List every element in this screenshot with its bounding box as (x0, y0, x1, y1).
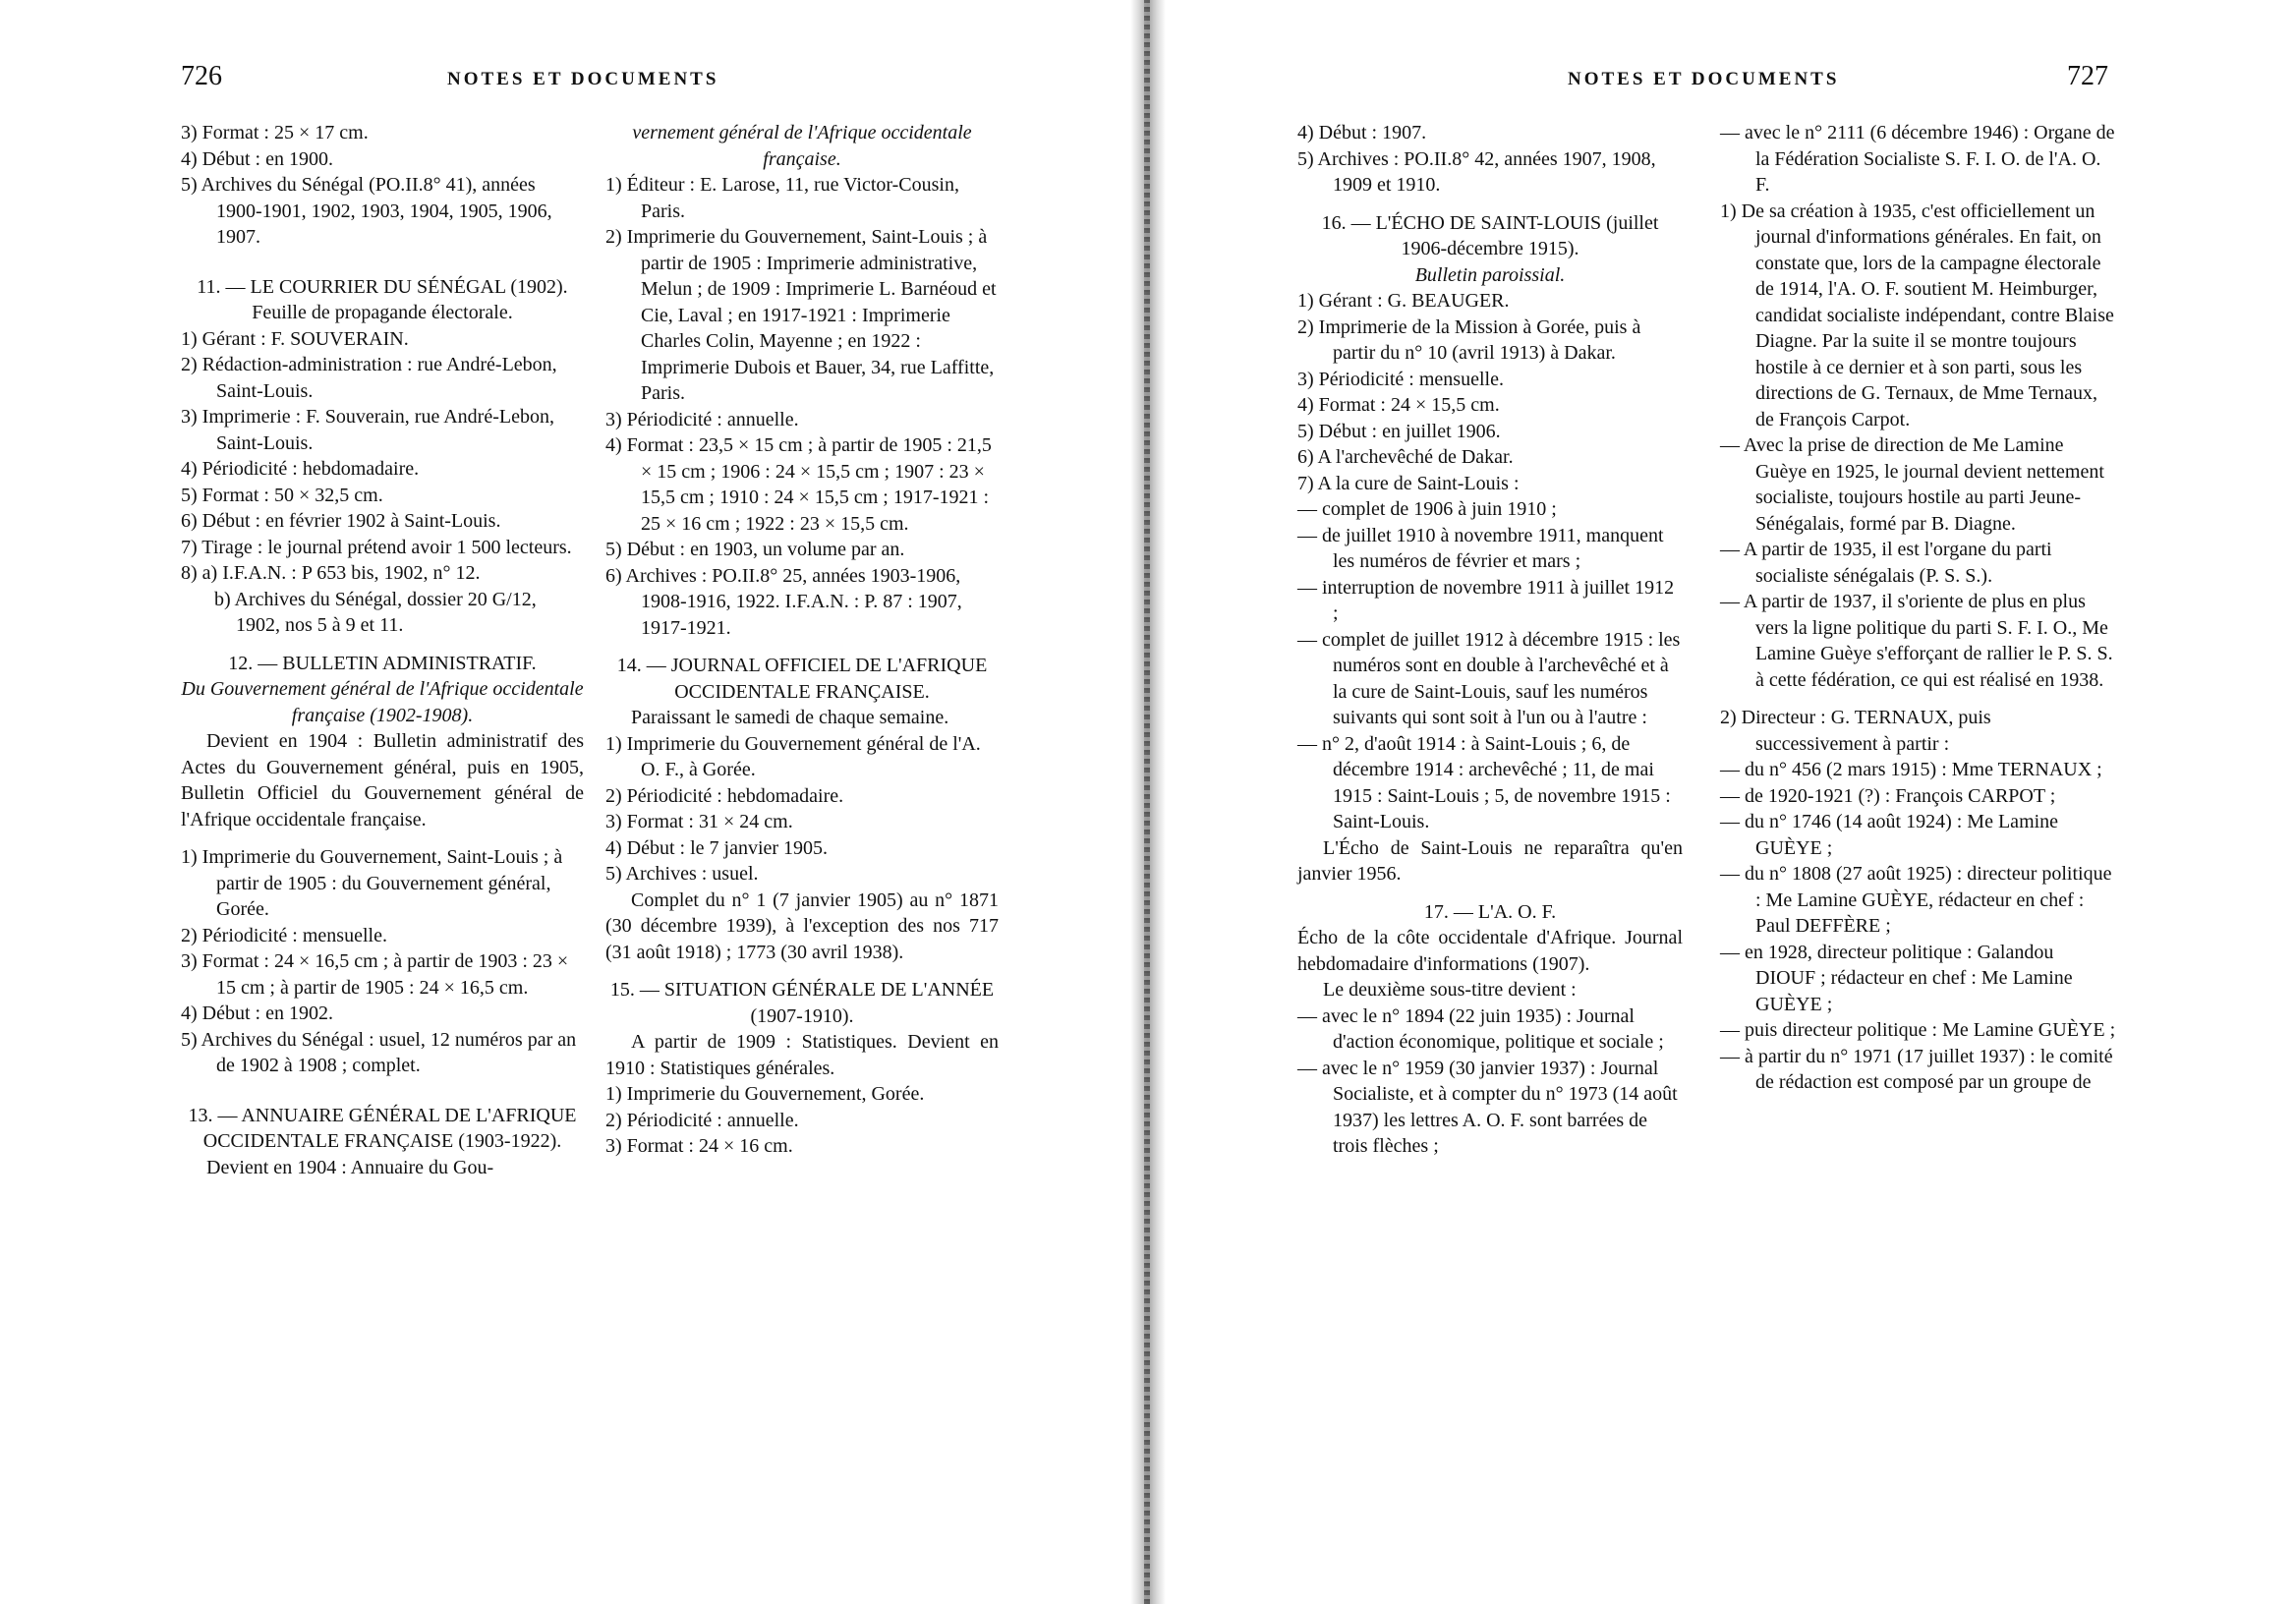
text-line: 2) Imprimerie du Gouvernement, Saint-Louis ; à partir de 1905 : Imprimerie administrative, Melun ; de 1909 : Imprimerie L. Barnéoud et Cie, Laval ; en 1917-1921 : Imprimerie Charles Colin, Mayenne ; en 1922 : Imprimerie Dubois et Bauer, 34, rue Laffitte, Paris. (605, 226, 997, 404)
text-line: Feuille de propagande électorale. (252, 302, 513, 323)
text-line: Le deuxième sous-titre devient : (1323, 979, 1577, 1001)
text-line: 2) Périodicité : mensuelle. (181, 924, 387, 946)
text-line: 2) Rédaction-administration : rue André-Lebon, Saint-Louis. (181, 354, 557, 402)
section-title: 13. — ANNUAIRE GÉNÉRAL DE L'AFRIQUE OCCIDENTALE FRANÇAISE (1903-1922). (188, 1104, 577, 1152)
text-line: — de 1920-1921 (?) : François CARPOT ; (1720, 784, 2056, 807)
text-line: — avec le n° 2111 (6 décembre 1946) : Organe de la Fédération Socialiste S. F. I. O. de l'A. O. F. (1720, 122, 2115, 196)
spacer (1720, 693, 2118, 705)
text-line: 1) Gérant : F. SOUVERAIN. (181, 327, 409, 350)
text-line: — interruption de novembre 1911 à juillet 1912 ; (1297, 576, 1675, 624)
text-line: L'Écho de Saint-Louis ne reparaîtra qu'en janvier 1956. (1297, 836, 1683, 885)
text-line: 3) Format : 25 × 17 cm. (181, 122, 369, 143)
text-line: — complet de 1906 à juin 1910 ; (1297, 498, 1557, 520)
left-column-2 (605, 120, 999, 1160)
text-line: 7) A la cure de Saint-Louis : (1297, 472, 1520, 494)
section-title: 12. — BULLETIN ADMINISTRATIF. (228, 652, 537, 674)
spacer (181, 832, 584, 844)
text-line: 2) Périodicité : hebdomadaire. (605, 784, 844, 807)
text-line: 2) Directeur : G. TERNAUX, puis successivement à partir : (1720, 707, 1991, 755)
text-line: — du n° 456 (2 mars 1915) : Mme TERNAUX ; (1720, 759, 2102, 780)
text-line: 5) Début : en 1903, un volume par an. (605, 539, 905, 560)
text-line: 3) Format : 24 × 16,5 cm ; à partir de 1903 : 23 × 15 cm ; à partir de 1905 : 24 × 16,5 cm. (181, 950, 569, 999)
text-line: — puis directeur politique : Me Lamine GUÈYE ; (1720, 1019, 2116, 1041)
text-line: 1) Gérant : G. BEAUGER. (1297, 290, 1510, 312)
text-line: — A partir de 1935, il est l'organe du parti socialiste sénégalais (P. S. S.). (1720, 539, 2052, 587)
text-line: — n° 2, d'août 1914 : à Saint-Louis ; 6, de décembre 1914 : archevêché ; 11, de mai 1915 : Saint-Louis ; 5, de novembre 1915 : Saint-Louis. (1297, 732, 1671, 832)
text-line: — avec le n° 1959 (30 janvier 1937) : Journal Socialiste, et à compter du n° 1973 (14 août 1937) les lettres A. O. F. sont barrées de trois flèches ; (1297, 1057, 1678, 1157)
text-line: Devient en 1904 : Annuaire du Gou- (206, 1156, 494, 1178)
text-line: 7) Tirage : le journal prétend avoir 1 500 lecteurs. (181, 536, 572, 558)
text-line: 6) Début : en février 1902 à Saint-Louis. (181, 510, 501, 532)
text-line: 4) Format : 23,5 × 15 cm ; à partir de 1905 : 21,5 × 15 cm ; 1906 : 24 × 15,5 cm ; 1907 : 23 × 15,5 cm ; 1910 : 24 × 15,5 cm ; 1917-1921 : 25 × 16 cm ; 1922 : 23 × 15,5 cm. (605, 434, 992, 535)
left-page (0, 0, 1140, 1604)
right-running-header: NOTES ET DOCUMENTS (1568, 69, 1840, 89)
text-line: 4) Début : en 1902. (181, 1002, 333, 1024)
text-line: 5) Archives : PO.II.8° 42, années 1907, 1908, 1909 et 1910. (1297, 147, 1656, 196)
text-line: — complet de juillet 1912 à décembre 1915 : les numéros sont en double à l'archevêché et à la cure de Saint-Louis, sauf les numéros suivants qui sont soit à l'un ou à l'autre : (1297, 628, 1681, 728)
spacer (181, 251, 584, 262)
right-column-1 (1297, 120, 1683, 1160)
text-line: — du n° 1808 (27 août 1925) : directeur politique : Me Lamine GUÈYE, rédacteur en chef : Paul DEFFÈRE ; (1720, 863, 2112, 937)
text-line: 4) Périodicité : hebdomadaire. (181, 458, 420, 480)
text-line: — A partir de 1937, il s'oriente de plus en plus vers la ligne politique du parti S. F. I. O., Me Lamine Guèye s'efforçant de rallier le P. S. S. à cette fédération, ce qui est réalisé en 1938. (1720, 591, 2113, 691)
section-title: 16. — L'ÉCHO DE SAINT-LOUIS (juillet 1906-décembre 1915). (1321, 211, 1659, 259)
left-running-header: NOTES ET DOCUMENTS (447, 69, 719, 89)
text-line: Complet du n° 1 (7 janvier 1905) au n° 1871 (30 décembre 1939), à l'exception des nos 717 (31 août 1918) ; 1773 (30 avril 1938). (605, 888, 999, 963)
text-line: — du n° 1746 (14 août 1924) : Me Lamine GUÈYE ; (1720, 811, 2059, 859)
text-line: — de juillet 1910 à novembre 1911, manquent les numéros de février et mars ; (1297, 524, 1664, 572)
text-line: Bulletin paroissial. (1414, 263, 1566, 286)
section-title: 11. — LE COURRIER DU SÉNÉGAL (1902). (197, 275, 568, 298)
text-line: 3) Format : 24 × 16 cm. (605, 1135, 793, 1157)
text-line: 1) Éditeur : E. Larose, 11, rue Victor-Cousin, Paris. (605, 174, 959, 222)
text-line: — Avec la prise de direction de Me Lamine Guèye en 1925, le journal devient nettement socialiste, toujours hostile au parti Jeune-Sénégalais, formé par B. Diagne. (1720, 434, 2104, 535)
text-line: 5) Archives : usuel. (605, 863, 759, 885)
text-line: 5) Archives du Sénégal : usuel, 12 numéros par an de 1902 à 1908 ; complet. (181, 1028, 577, 1076)
text-line: 3) Périodicité : annuelle. (605, 408, 799, 430)
text-line: 5) Format : 50 × 32,5 cm. (181, 484, 383, 506)
text-line: 5) Archives du Sénégal (PO.II.8° 41), années 1900-1901, 1902, 1903, 1904, 1905, 1906, 1907. (181, 174, 552, 248)
text-line: 4) Début : en 1900. (181, 147, 333, 170)
section-title: 17. — L'A. O. F. (1423, 900, 1557, 923)
text-line: — en 1928, directeur politique : Galandou DIOUF ; rédacteur en chef : Me Lamine GUÈYE ; (1720, 941, 2073, 1015)
right-page-number: 727 (2067, 61, 2108, 91)
text-line: 2) Imprimerie de la Mission à Gorée, puis à partir du n° 10 (avril 1913) à Dakar. (1297, 315, 1641, 364)
right-column-2 (1720, 120, 2118, 1096)
text-line: 1) De sa création à 1935, c'est officiellement un journal d'informations générales. En fait, on constate que, lors de la campagne électorale de 1914, l'A. O. F. soutient M. Heimburger, candidat socialiste indépendant, contre Blaise Diagne. Par la suite il se montre toujours hostile à ce dernier et à son parti, sous les directions de G. Ternaux, de Mme Ternaux, de François Carpot. (1720, 200, 2114, 430)
text-line: b) Archives du Sénégal, dossier 20 G/12, 1902, nos 5 à 9 et 11. (214, 588, 537, 636)
left-page-number: 726 (181, 61, 222, 91)
text-line: 3) Format : 31 × 24 cm. (605, 811, 793, 832)
section-title: 15. — SITUATION GÉNÉRALE DE L'ANNÉE (1907-1910). (609, 979, 995, 1027)
text-line: 2) Périodicité : annuelle. (605, 1109, 799, 1131)
right-page (1150, 0, 2296, 1604)
text-line: 4) Début : le 7 janvier 1905. (605, 836, 829, 859)
text-line: Paraissant le samedi de chaque semaine. (631, 707, 949, 728)
text-line: 8) a) I.F.A.N. : P 653 bis, 1902, n° 12. (181, 562, 481, 584)
text-line: Écho de la côte occidentale d'Afrique. Journal hebdomadaire d'informations (1907). (1297, 927, 1683, 975)
text-line: Du Gouvernement général de l'Afrique occidentale française (1902-1908). (181, 678, 584, 726)
text-line: 1) Imprimerie du Gouvernement général de l'A. O. F., à Gorée. (605, 732, 981, 780)
text-line: 6) Archives : PO.II.8° 25, années 1903-1906, 1908-1916, 1922. I.F.A.N. : P. 87 : 1907, 1917-1921. (605, 564, 962, 639)
text-line: A partir de 1909 : Statistiques. Devient en 1910 : Statistiques générales. (605, 1031, 999, 1079)
text-line: — à partir du n° 1971 (17 juillet 1937) : le comité de rédaction est composé par un groupe de (1720, 1045, 2113, 1093)
text-line: Devient en 1904 : Bulletin administratif des Actes du Gouvernement général, puis en 1905, Bulletin Officiel du Gouvernement général de l'Afrique occidentale française. (181, 730, 584, 831)
text-line: 5) Début : en juillet 1906. (1297, 420, 1501, 442)
text-line: 4) Format : 24 × 15,5 cm. (1297, 394, 1500, 416)
text-line: 3) Périodicité : mensuelle. (1297, 368, 1504, 390)
text-line: 1) Imprimerie du Gouvernement, Saint-Louis ; à partir de 1905 : du Gouvernement général, Gorée. (181, 846, 563, 920)
text-line: 4) Début : 1907. (1297, 122, 1427, 143)
text-line: 3) Imprimerie : F. Souverain, rue André-Lebon, Saint-Louis. (181, 406, 554, 454)
section-title: 14. — JOURNAL OFFICIEL DE L'AFRIQUE OCCIDENTALE FRANÇAISE. (616, 655, 988, 703)
text-line: vernement général de l'Afrique occidentale française. (632, 122, 972, 170)
spacer (181, 1079, 584, 1091)
text-line: — avec le n° 1894 (22 juin 1935) : Journal d'action économique, politique et sociale ; (1297, 1004, 1664, 1053)
text-line: 6) A l'archevêché de Dakar. (1297, 446, 1514, 468)
left-column-1 (181, 120, 584, 1180)
text-line: 1) Imprimerie du Gouvernement, Gorée. (605, 1083, 925, 1105)
